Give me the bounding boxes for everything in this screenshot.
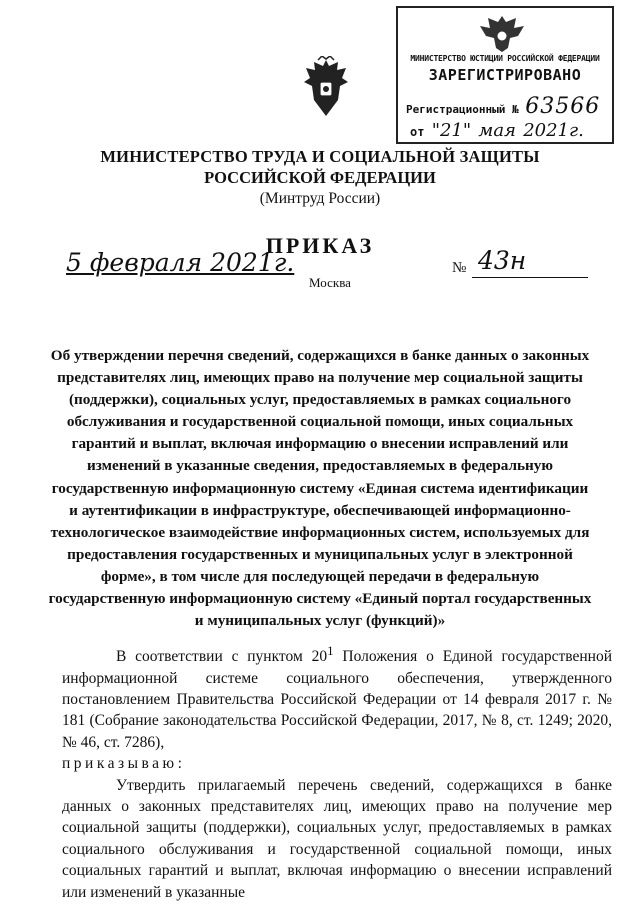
stamp-reg-label: Регистрационный №	[406, 103, 519, 116]
order-subject: Об утверждении перечня сведений, содержащихся в банке данных о законных представителях лиц, имеющих право на получение мер социальной защиты (поддержки), социальных услуг, предоставляемых в рамках социального обслуживания и государственной социальной помощи, иных социальных гарантий и выплат, включая информацию о внесении исправлений или изменений в указанные сведения, предоставляемых в федеральную государственную информационную систему «Единая система идентификации и аутентификации в инфраструктуре, обеспечивающей информационно-технологическое взаимодействие информационных систем, используемых для предоставления государственных и муниципальных услуг в электронной форме», в том числе для последующей передачи в федеральную государственную информационную систему «Единый портал государственных и муниципальных услуг (функций)»	[48, 347, 592, 630]
order-body	[62, 640, 612, 903]
ministry-name-line1: МИНИСТЕРСТВО ТРУДА И СОЦИАЛЬНОЙ ЗАЩИТЫ	[100, 147, 540, 166]
stamp-ministry: МИНИСТЕРСТВО ЮСТИЦИИ РОССИЙСКОЙ ФЕДЕРАЦИИ	[410, 54, 600, 63]
ministry-short-name: (Минтруд России)	[259, 190, 381, 207]
stamp-date-month: мая	[478, 120, 516, 141]
stamp-date-day: "21"	[431, 120, 472, 141]
stamp-status: ЗАРЕГИСТРИРОВАНО	[428, 66, 582, 84]
order-city: Москва	[309, 275, 351, 290]
body-order-word-line	[62, 753, 612, 774]
order-title: ПРИКАЗ	[265, 233, 375, 258]
order-word: приказываю:	[62, 755, 186, 773]
p1-rest: Положения о Единой государственной информационной системе социального обеспечения, утвержденного постановлением Правительства Российской Федерации от 14 февраля 2017 г. № 181 (Собрание законодательства Российской Федерации, 2017, № 8, ст. 1249; 2020, № 46, ст. 7286),	[62, 648, 612, 751]
stamp-date	[410, 120, 584, 141]
stamp-date-year: 2021г.	[523, 120, 584, 141]
p1-superscript: 1	[327, 643, 334, 658]
body-paragraph-2: Утвердить прилагаемый перечень сведений, содержащихся в банке данных о законных представителях лиц, имеющих право на получение мер социальной защиты (поддержки), социальных услуг, предоставляемых в рамках социального обслуживания и государственной социальной помощи, иных социальных гарантий и выплат, включая информацию о внесении исправлений или изменений в указанные	[62, 776, 612, 901]
p1-start: В соответствии с пунктом 20	[116, 648, 328, 666]
order-number-label: №	[452, 260, 467, 276]
stamp-reg-number: 63566	[525, 94, 601, 119]
eagle-emblem-icon	[470, 12, 534, 54]
order-number-handwritten: 43н	[478, 246, 527, 275]
ministry-name-line2: РОССИЙСКОЙ ФЕДЕРАЦИИ	[204, 168, 436, 187]
coat-of-arms-icon	[296, 56, 356, 122]
registration-stamp	[396, 6, 614, 144]
body-paragraph-1	[62, 640, 612, 753]
stamp-date-prefix: от	[410, 125, 425, 139]
order-date-handwritten: 5 февраля 2021г.	[66, 248, 295, 277]
stamp-registration-number	[406, 94, 600, 119]
